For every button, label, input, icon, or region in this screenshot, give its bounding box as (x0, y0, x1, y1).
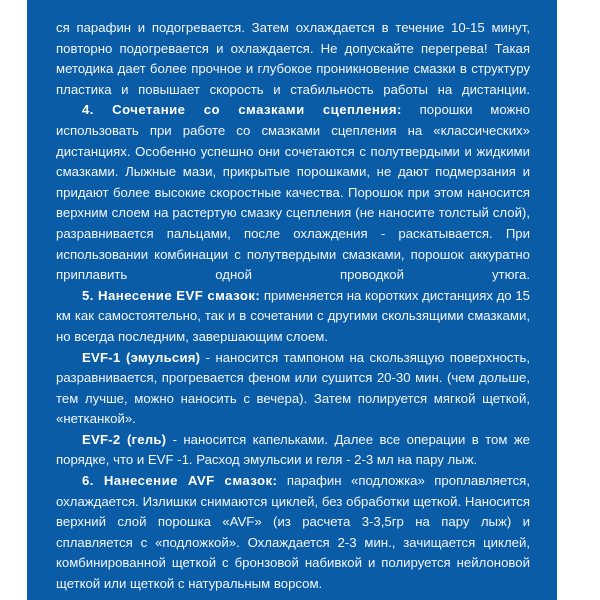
evf-1-heading: EVF-1 (эмульсия) (82, 349, 201, 365)
evf-2-body: - наносится капельками. Далее все операции в том же порядке, что и EVF -1. Расход эмульсии и геля - 2-3 мл на пару лыж. (56, 431, 530, 468)
paragraph-continuation (56, 18, 530, 100)
evf-2-heading: EVF-2 (гель) (82, 431, 167, 447)
evf-1-body: - наносится тампоном на скользящую поверхность, разравнивается, прогревается феном или сушится 20-30 мин. (чем дольше, тем лучше, можно наносить с вечера). Затем полируется мягкой щеткой, «нетканкой». (56, 349, 530, 427)
section-6-paragraph (56, 471, 530, 595)
section-4-heading: 4. Сочетание со смазками сцепления: (82, 102, 402, 118)
section-5-body: применяется на коротких дистанциях до 15 км как самостоятельно, так и в сочетании с другими скользящими смазками, но всегда последним, завершающим слоем. (56, 287, 530, 344)
section-6-heading: 6. Нанесение AVF смазок: (82, 473, 278, 489)
section-6-body: парафин «подложка» проплавляется, охлаждается. Излишки снимаются циклей, без обработки щеткой. Наносится верхний слой порошка «AVF» (из расчета 3-3,5гр на пару лыж) и сплавляется с «подложкой». Охлаждается 2-3 мин., зачищается циклей, комбинированной щеткой с бронзовой набивкой и полируется нейлоновой щеткой или щеткой с натуральным ворсом. (56, 473, 530, 592)
section-5-heading: 5. Нанесение EVF смазок: (82, 287, 261, 303)
evf-2-paragraph (56, 430, 530, 471)
section-5-paragraph (56, 286, 530, 348)
blue-content-panel (27, 0, 557, 600)
section-4-paragraph (56, 100, 530, 285)
section-4-body: порошки можно использовать при работе со смазками сцепления на «классических» дистанциях. Особенно успешно они сочетаются с полутвердыми и жидкими смазками. Лыжные мази, прикрытые порошками, не дают подмерзания и придают более высокие скоростные качества. Порошок при этом наносится верхним слоем на растертую смазку сцепления (не наносите толстый слой), разравнивается пальцами, после охлаждения - раскатывается. При использовании комбинации с полутвердыми смазками, порошок аккуратно приплавить одной проводкой утюга. (56, 102, 530, 283)
evf-1-paragraph (56, 348, 530, 430)
text-column (56, 18, 530, 595)
paragraph-1-text: ся парафин и подогревается. Затем охлаждается в течение 10-15 минут, повторно подогревается и охлаждается. Не допускайте перегрева! Такая методика дает более прочное и глубокое проникновение смазки в структуру пластика и повышает скорость и стабильность работы на дистанции. (56, 20, 530, 97)
